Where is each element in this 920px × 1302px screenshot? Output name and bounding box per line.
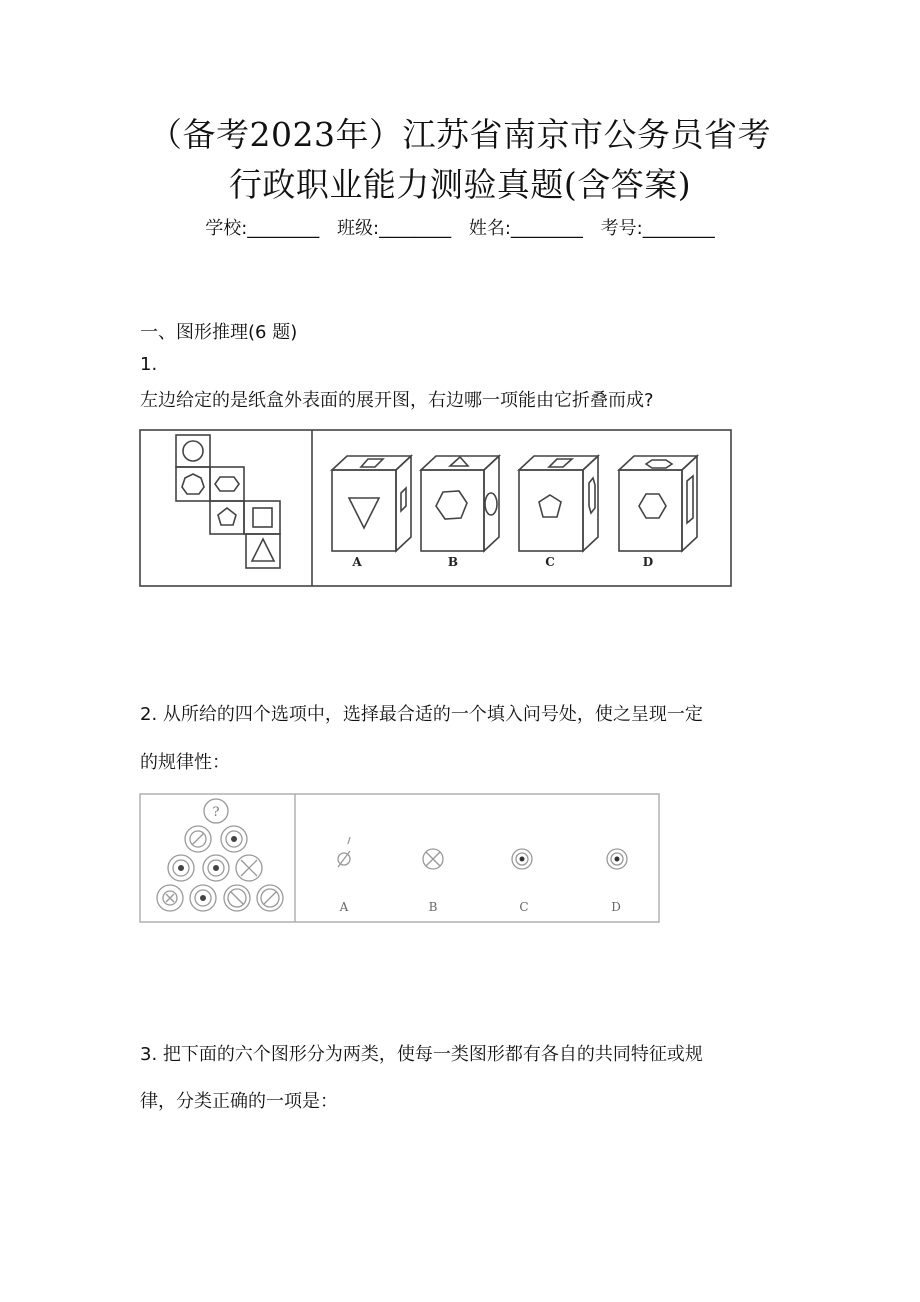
page-title-line1: （备考2023年）江苏省南京市公务员省考: [149, 115, 771, 154]
option-c-label: C: [519, 900, 529, 914]
question-2-line2: 的规律性：: [140, 752, 230, 773]
triangle-icon: [252, 539, 274, 561]
side-circle-icon: [485, 493, 497, 515]
option-b-label: B: [447, 555, 459, 569]
option-d-label: D: [642, 555, 654, 569]
cube-option-a: [332, 456, 411, 551]
square-icon: [253, 508, 272, 527]
question-mark: ?: [212, 805, 220, 820]
hexagon-icon: [639, 494, 666, 518]
pentagon-icon: [539, 495, 561, 517]
question-2-line1: 2. 从所给的四个选项中，选择最合适的一个填入问号处，使之呈现一定: [140, 704, 703, 725]
cube-net: [176, 435, 280, 568]
option-a-label: A: [352, 555, 362, 569]
heptagon-icon: [436, 491, 467, 519]
option-c-label: C: [545, 555, 555, 569]
top-hexagon-icon: [646, 460, 672, 468]
question-3-line1: 3. 把下面的六个图形分为两类，使每一类图形都有各自的共同特征或规: [140, 1044, 703, 1065]
triangle-down-icon: [349, 498, 379, 528]
option-a-symbol: [338, 837, 350, 867]
top-parallelogram-icon: [549, 459, 572, 467]
option-d-label: D: [611, 900, 621, 914]
heptagon-icon: [182, 474, 204, 494]
option-b-symbol: [423, 849, 443, 869]
class-field: 班级:________: [337, 218, 452, 239]
circle-pyramid: [157, 799, 283, 911]
section-heading: 一、图形推理(6 题): [140, 322, 298, 343]
pentagon-icon: [218, 508, 236, 525]
side-hexagon-icon: [589, 478, 595, 513]
question-1-figure: [139, 428, 733, 590]
top-parallelogram-icon: [361, 459, 383, 467]
question-2-figure: [139, 793, 661, 925]
cube-option-d: [619, 456, 697, 551]
cube-option-c: [519, 456, 598, 551]
name-field: 姓名:________: [468, 218, 583, 239]
cube-option-b: [421, 456, 499, 551]
top-triangle-icon: [450, 457, 468, 466]
hexagon-icon: [215, 477, 239, 491]
option-b-label: B: [428, 900, 438, 914]
option-a-label: A: [339, 900, 349, 914]
question-3-line2: 律，分类正确的一项是：: [140, 1091, 338, 1112]
question-1-number: 1.: [140, 354, 158, 375]
side-hexagon-icon: [401, 488, 406, 511]
circle-icon: [183, 441, 203, 461]
side-square-icon: [687, 476, 693, 523]
number-field: 考号:________: [600, 218, 715, 239]
school-field: 学校:________: [205, 218, 320, 239]
student-info: [0, 214, 920, 240]
page-title-line2: 行政职业能力测验真题(含答案): [228, 165, 692, 204]
question-1-text: 左边给定的是纸盒外表面的展开图，右边哪一项能由它折叠而成?: [140, 390, 654, 411]
